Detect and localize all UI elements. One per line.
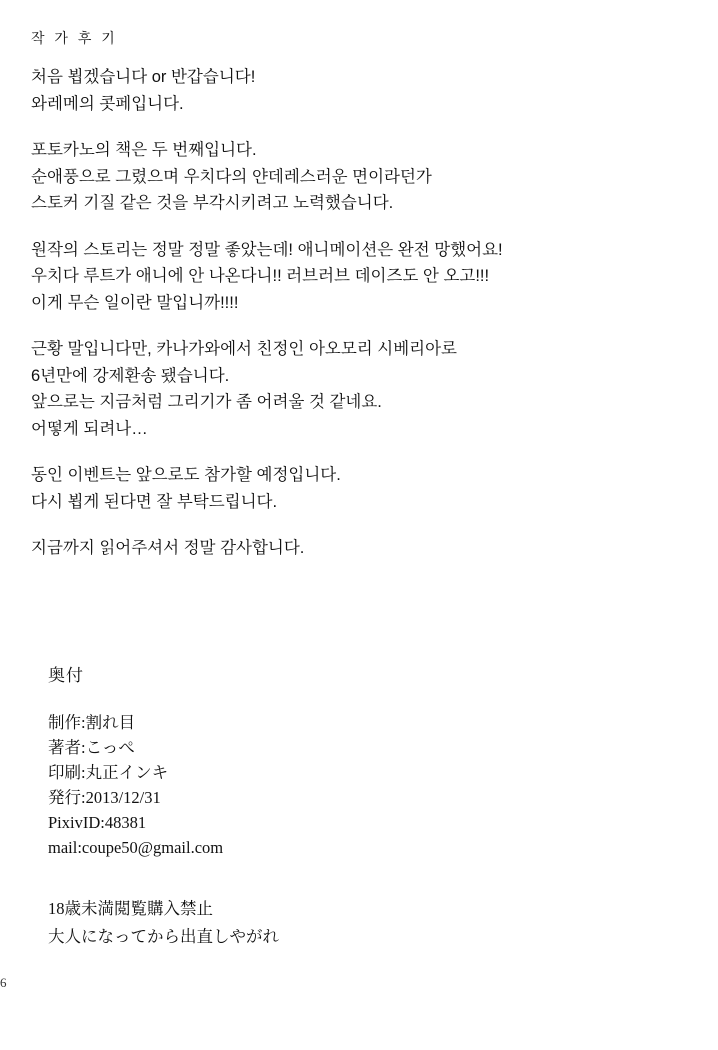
credit-line: 発行:2013/12/31 [48,788,161,807]
credit-line: PixivID:48381 [48,813,147,832]
paragraph [31,462,671,515]
text-line: 앞으로는 지금처럼 그리기가 좀 어려울 것 같네요. [31,393,382,411]
credit-line: 制作:割れ目 [48,713,136,732]
text-line: 와레메의 콧페입니다. [31,94,184,113]
colophon-credits [48,710,648,860]
colophon-block [48,664,648,860]
page-title: 작 가 후 기 [31,30,118,46]
paragraph [31,535,671,562]
notice-line: 18歳未満閲覧購入禁止 [48,899,213,918]
afterword-body [31,64,671,562]
text-line: 원작의 스토리는 정말 정말 좋았는데! 애니메이션은 완전 망했어요! [31,240,503,259]
text-line: 근황 말입니다만, 카나가와에서 친정인 아오모리 시베리아로 [31,340,457,358]
paragraph [31,237,671,317]
text-line: 순애풍으로 그렸으며 우치다의 얀데레스러운 면이라던가 [31,167,432,186]
paragraph [31,64,671,117]
age-restriction-notice [48,895,648,951]
page-number: 6 [0,975,7,990]
text-line: 6년만에 강제환송 됐습니다. [31,366,230,385]
text-line: 지금까지 읽어주셔서 정말 감사합니다. [31,539,305,557]
text-line: 어떻게 되려나… [31,419,148,438]
text-line: 우치다 루트가 애니에 안 나온다니!! 러브러브 데이즈도 안 오고!!! [31,267,490,285]
notice-line: 大人になってから出直しやがれ [48,927,279,946]
text-line: 포토카노의 책은 두 번째입니다. [31,141,257,159]
credit-line: 印刷:丸正インキ [48,763,169,782]
credit-line: 著者:こっぺ [48,738,135,757]
colophon-title: 奥付 [48,666,84,685]
paragraph [31,137,671,217]
text-line: 처음 뵙겠습니다 or 반갑습니다! [31,68,256,86]
text-line: 다시 뵙게 된다면 잘 부탁드립니다. [31,492,278,511]
paragraph [31,336,671,442]
text-line: 동인 이벤트는 앞으로도 참가할 예정입니다. [31,466,341,484]
text-line: 스토커 기질 같은 것을 부각시키려고 노력했습니다. [31,194,394,212]
text-line: 이게 무슨 일이란 말입니까!!!! [31,293,239,312]
credit-line-email: mail:coupe50@gmail.com [48,838,224,857]
